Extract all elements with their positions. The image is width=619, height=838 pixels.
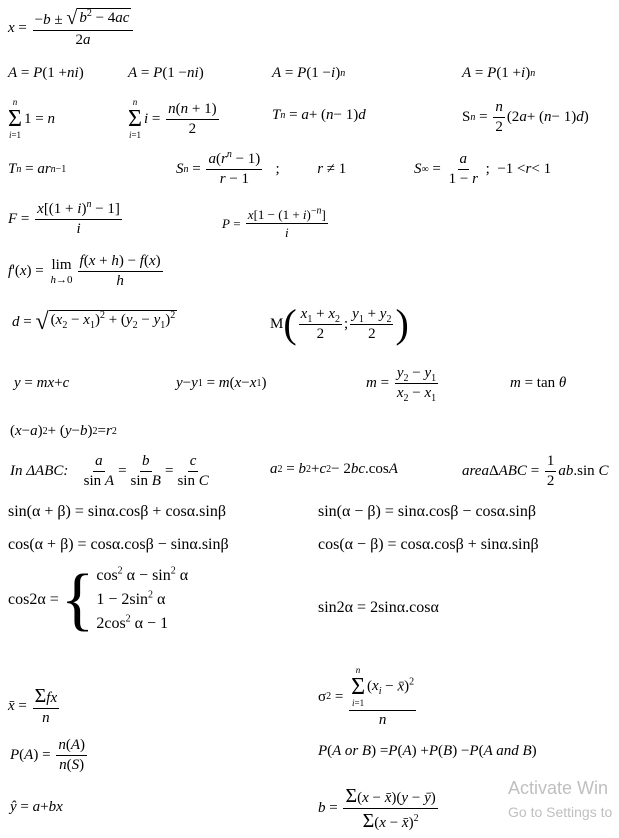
formula-sin-sum: sin(α + β) = sinα.cosβ + cosα.sinβ (8, 503, 226, 520)
formula-area-rule: area Δ ABC = $\frac{1}{2}$ ab .sin C (462, 453, 609, 489)
formula-simple-decay: A = P (1 − ni ) (128, 65, 204, 81)
formula-compound-interest: A = P (1 + i ) n (462, 65, 536, 81)
activation-watermark-subtitle[interactable]: Go to Settings to (508, 804, 613, 820)
formula-distance: d = √ $(x_2 - x_1)^2 + (y_2 - y_1)^2$ (12, 309, 176, 335)
formula-geo-term: T n = ar n−1 (8, 161, 67, 177)
formula-arith-sum: S n = $\frac{n}{2}$ (2 a + ( n − 1) d ) (462, 99, 589, 135)
formula-sine-rule: In ΔABC: $\frac{a}{\text{sin A}}$ = $\frac{b}{\text{sin B}}$ = $\frac{c}{\text{sin C}}$ (10, 453, 209, 489)
formula-quadratic: x = −b ± √ $b^2 - 4ac$ 2a (8, 8, 135, 48)
formula-derivative: f '( x ) = lim h→0 $\frac{f(x + h) - f(x)}{h}$ (8, 253, 161, 289)
formula-point-slope: y − y 1 = m ( x − x 1 ) (176, 375, 267, 391)
formula-geo-sum: S n = $\frac{a(r^n - 1)}{r - 1}$ ; r ≠ 1 (176, 149, 347, 187)
formula-cos2: cos2α = { $\cos^2 \alpha - \sin^2 \alpha$ $1 - 2\sin^2$ α $2\cos^2$ α − 1 (8, 561, 189, 638)
formula-or-rule: P ( A or B ) = P ( A ) + P ( B ) − P ( A and B ) (318, 743, 537, 759)
formula-sum-ones: n Σ i=1 1 = n (8, 97, 55, 140)
formula-cosine-rule: a 2 = b 2 + c 2 − 2 bc .cos A (270, 461, 398, 477)
formula-gradient: m = $\frac{y_2 - y_1}{x_2 - x_1}$ (366, 365, 437, 404)
formula-cos-diff: cos(α − β) = cosα.cosβ + sinα.sinβ (318, 536, 539, 553)
formula-midpoint: M ( $\frac{x_1 + x_2}{2}$ ; $\frac{y_1 + y_2}{2}$ ) (270, 301, 409, 346)
formula-b-coefficient: b = $\frac{\Sigma(x - x̄)(y - ȳ)}{\Sigma(x - x̄)^2}$ (318, 785, 436, 832)
formula-future-value: F = $\frac{x[(1 + i)^n - 1]}{i}$ (8, 199, 120, 237)
formula-probability: P ( A ) = $\frac{n(A)}{n(S)}$ (10, 737, 85, 773)
formula-sin2: sin2α = 2sinα.cosα (318, 599, 439, 616)
formula-arith-term: T n = a + ( n − 1) d (272, 107, 366, 123)
formula-line: y = mx + c (14, 375, 70, 391)
activation-watermark-title: Activate Win (508, 778, 609, 798)
formula-cos-sum: cos(α + β) = cosα.cosβ − sinα.sinβ (8, 536, 229, 553)
formula-geo-inf: S ∞ = $\frac{a}{1 - r}$ ; −1 < r < 1 (414, 151, 552, 187)
formula-present-value: P = $\frac{x[1 - (1 + i)^{-n}]}{i}$ (222, 205, 326, 240)
formula-tan: m = tan θ (510, 375, 567, 391)
formula-sum-i: n Σ i=1 i = $\frac{n(n + 1)}{2}$ (128, 97, 217, 140)
formula-simple-interest: A = P (1 + ni ) (8, 65, 84, 81)
formula-regression: ŷ = a + bx (10, 799, 63, 815)
formula-compound-decay: A = P (1 − i ) n (272, 65, 346, 81)
formula-variance: σ 2 = n Σ i=1 ($x_i$ − x̄)$^2$ n (318, 665, 415, 728)
formula-mean: x̄ = $\frac{\text{Σfx}}{n}$ (8, 685, 58, 726)
formula-sin-diff: sin(α − β) = sinα.cosβ − cosα.sinβ (318, 503, 536, 520)
formula-circle: ( x − a ) 2 + ( y − b ) 2 = r 2 (10, 423, 117, 439)
